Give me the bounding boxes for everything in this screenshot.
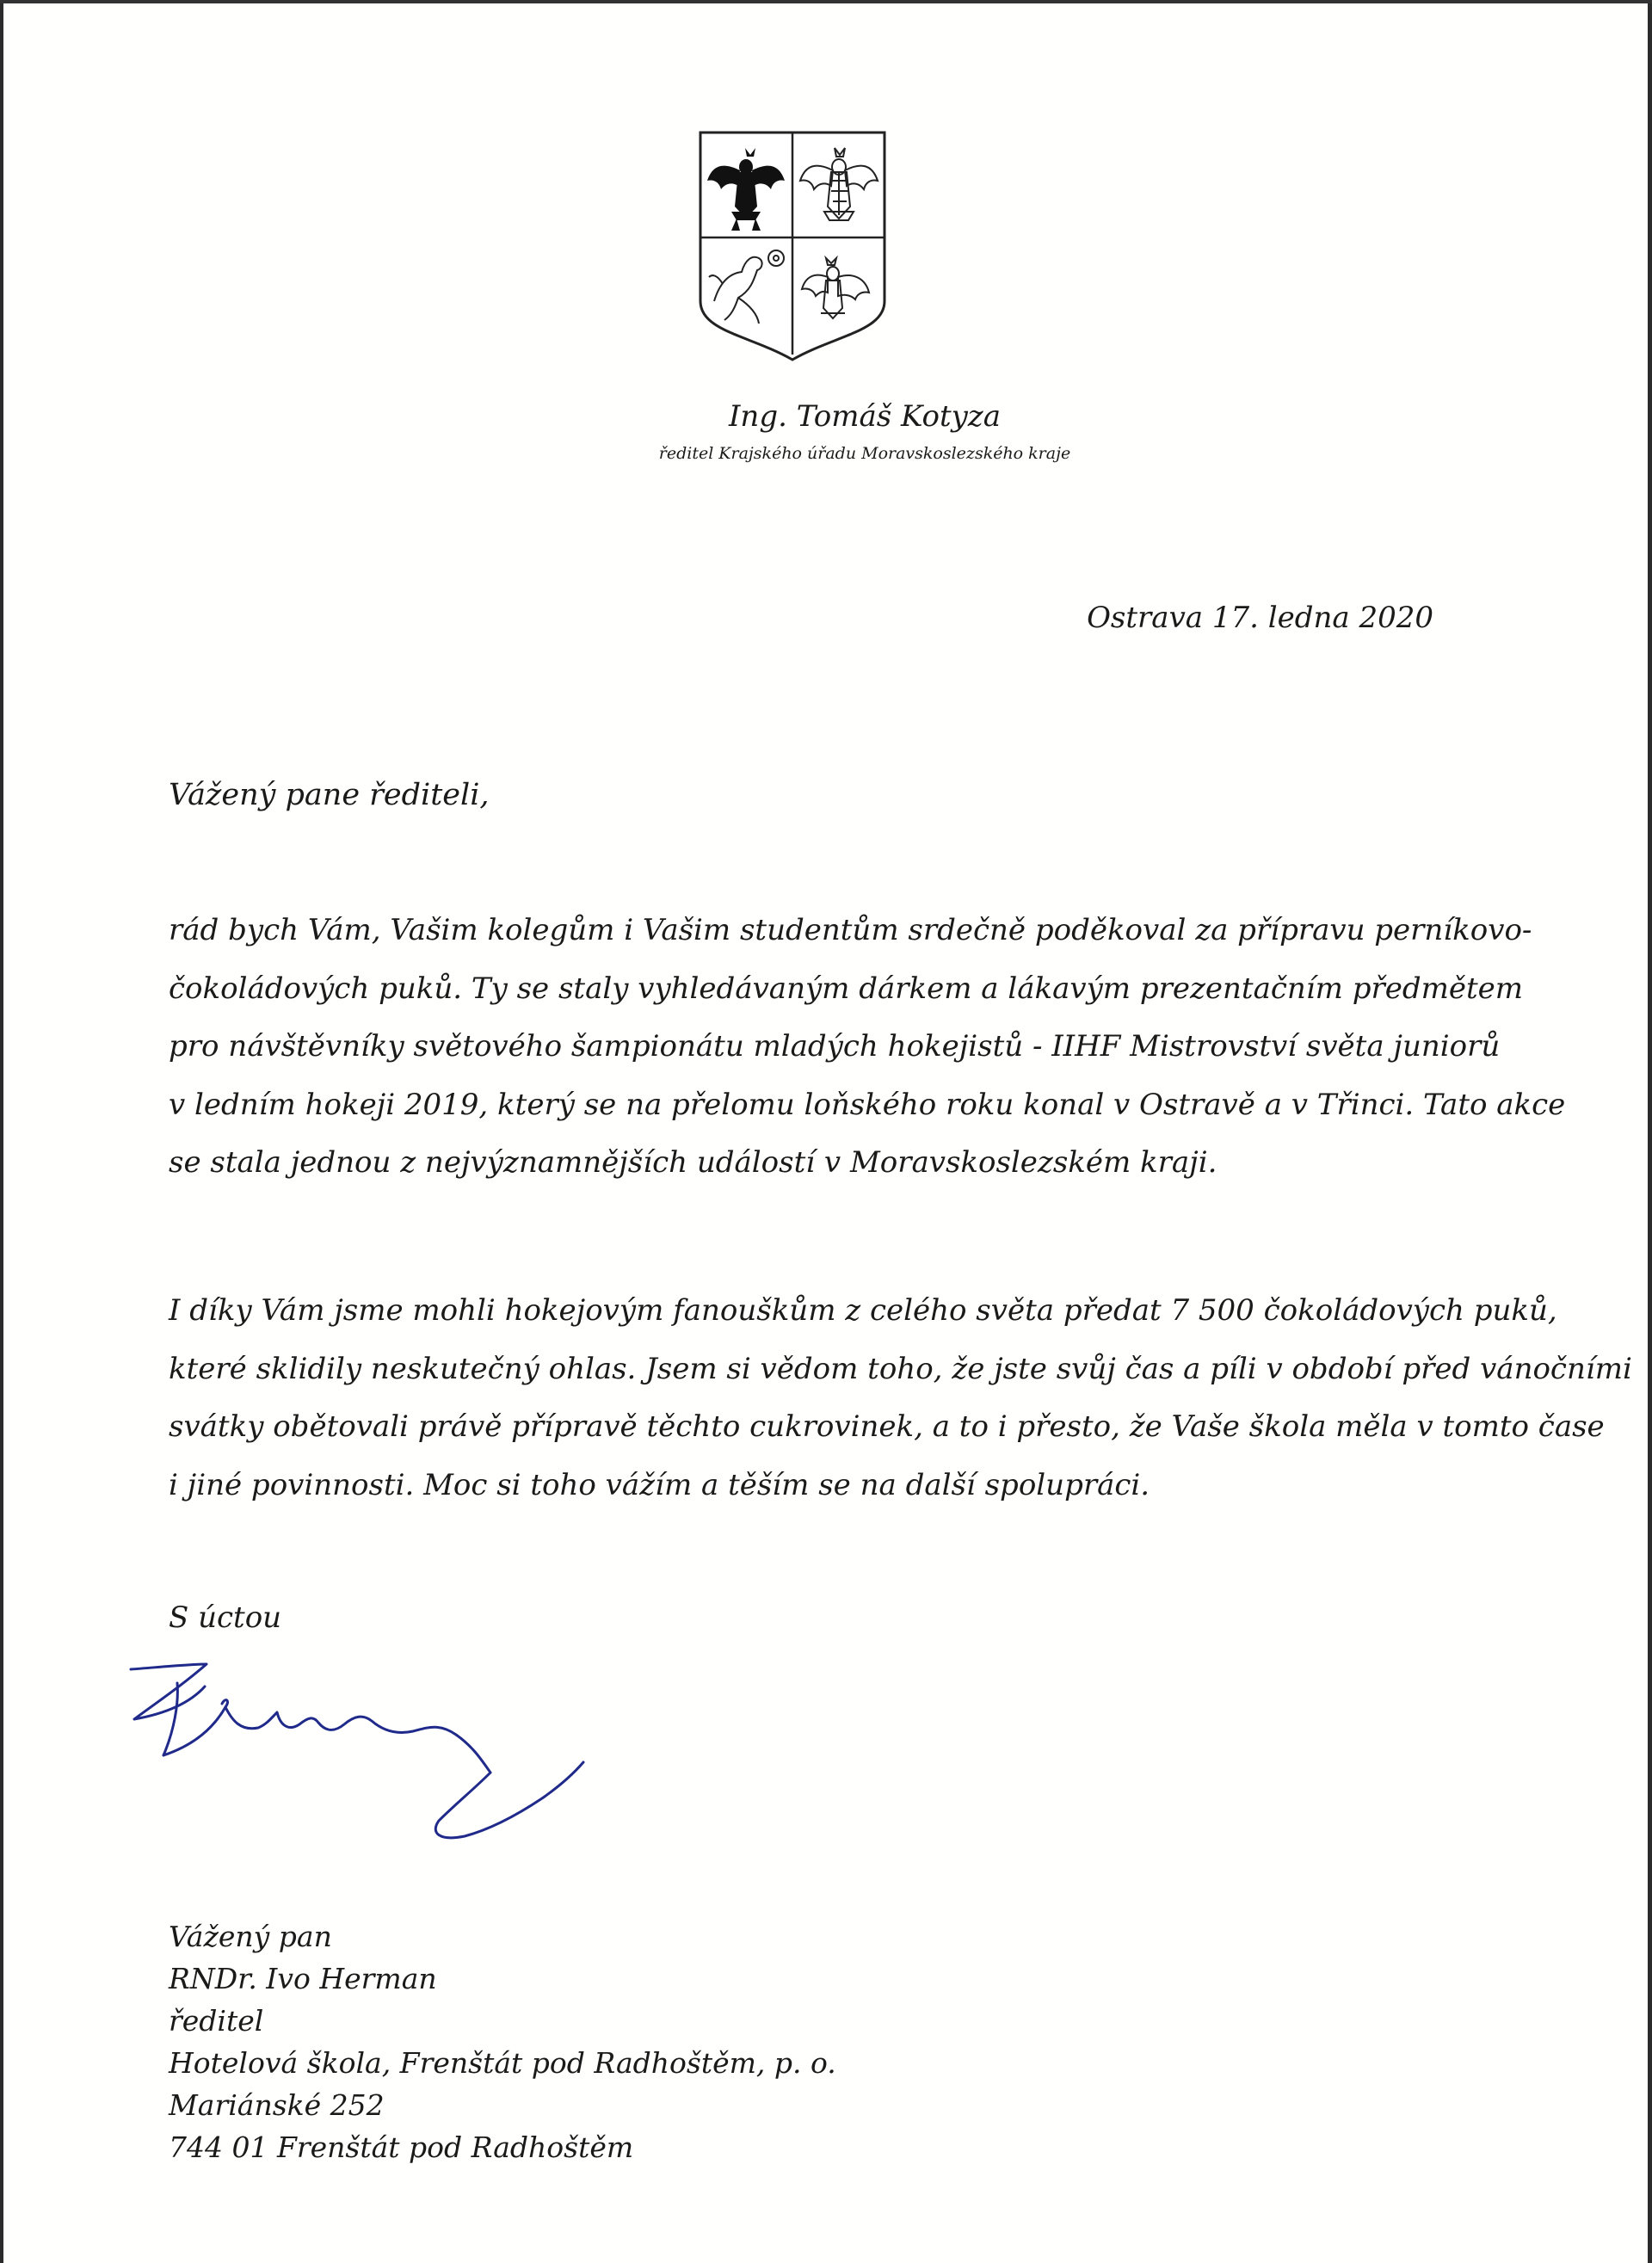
address-line: RNDr. Ivo Herman (169, 1962, 437, 1995)
paragraph-line: které sklidily neskutečný ohlas. Jsem si vědom toho, že jste svůj čas a píli v období před vánočními (169, 1351, 1632, 1386)
address-line: 744 01 Frenštát pod Radhoštěm (169, 2130, 634, 2164)
paragraph-line: I díky Vám jsme mohli hokejovým fanouškům z celého světa předat 7 500 čokoládových puků, (169, 1293, 1557, 1328)
scan-border-left (0, 0, 3, 2263)
letter-date: Ostrava 17. ledna 2020 (1087, 601, 1433, 635)
recipient-address (169, 1915, 836, 2168)
coat-of-arms-icon (697, 129, 888, 363)
paragraph-line: v ledním hokeji 2019, který se na přelomu loňského roku konal v Ostravě a v Třinci. Tato akce (169, 1087, 1566, 1122)
address-line: ředitel (169, 2004, 264, 2038)
address-line: Vážený pan (169, 1920, 332, 1953)
address-line: Mariánské 252 (169, 2088, 385, 2122)
paragraph-1 (169, 902, 1566, 1193)
paragraph-line: svátky obětovali právě přípravě těchto cukrovinek, a to i přesto, že Vaše škola měla v tomto čase (169, 1409, 1605, 1444)
scan-border-top (0, 0, 1652, 3)
sender-role: ředitel Krajského úřadu Moravskoslezského kraje (658, 444, 1071, 463)
paragraph-line: se stala jednou z nejvýznamnějších událostí v Moravskoslezském kraji. (169, 1145, 1217, 1180)
paragraph-line: čokoládových puků. Ty se staly vyhledávaným dárkem a lákavým prezentačním předmětem (169, 971, 1523, 1006)
paragraph-2 (169, 1282, 1632, 1514)
paragraph-line: pro návštěvníky světového šampionátu mladých hokejistů - IIHF Mistrovství světa juniorů (169, 1029, 1501, 1064)
closing: S úctou (169, 1600, 282, 1635)
scan-border-right (1648, 0, 1652, 2263)
address-line: Hotelová škola, Frenštát pod Radhoštěm, p. o. (169, 2046, 836, 2080)
paragraph-line: i jiné povinnosti. Moc si toho vážím a těším se na další spolupráci. (169, 1467, 1150, 1502)
signature-image (129, 1652, 645, 1859)
sender-name: Ing. Tomáš Kotyza (729, 399, 1001, 434)
salutation: Vážený pane řediteli, (169, 778, 490, 812)
paragraph-line: rád bych Vám, Vašim kolegům i Vašim studentům srdečně poděkoval za přípravu perníkovo- (169, 913, 1532, 947)
